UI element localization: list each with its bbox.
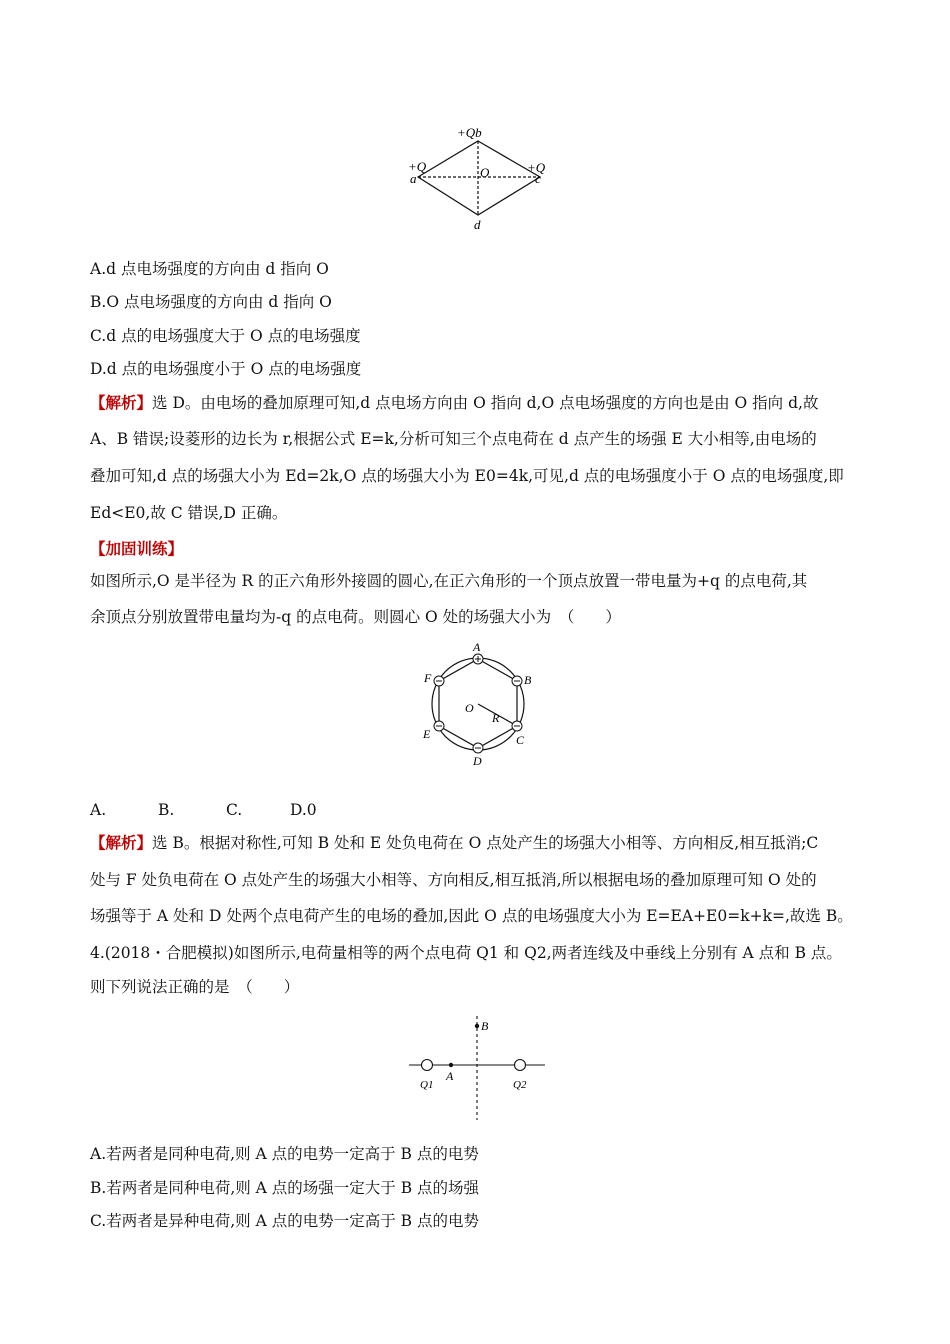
point-b <box>475 1024 479 1028</box>
analysis-1-line-3: 叠加可知,d 点的场强大小为 Ed=2k,O 点的场强大小为 E0=4k,可见,d 点的电场强度小于 O 点的电场强度,即 <box>90 467 844 485</box>
reinforce-line-2: 余顶点分别放置带电量均为-q 的点电荷。则圆心 O 处的场强大小为 （ ） <box>90 608 621 626</box>
option-d: D.d 点的电场强度小于 O 点的电场强度 <box>90 360 362 378</box>
hexagon-figure <box>418 640 538 770</box>
label-point-b: B <box>481 1019 489 1033</box>
reinforce-heading <box>90 539 183 559</box>
reinforce-option-b: B. <box>158 801 175 819</box>
analysis-2-line-2: 处与 F 处负电荷在 O 点处产生的场强大小相等、方向相反,相互抵消,所以根据电场的叠加原理可知 O 处的 <box>90 871 817 889</box>
hexagon-shape <box>439 659 517 748</box>
analysis-1-line-1 <box>90 393 818 413</box>
charge-q2 <box>515 1060 526 1071</box>
analysis-2-line-3: 场强等于 A 处和 D 处两个点电荷产生的电场的叠加,因此 O 点的电场强度大小为 E=EA+E0=k+k=,故选 B。 <box>90 907 853 925</box>
label-q1: Q1 <box>420 1079 434 1091</box>
hex-label-b: B <box>524 673 532 687</box>
label-b: +Qb <box>457 125 482 140</box>
option-a: A.d 点电场强度的方向由 d 指向 O <box>90 260 329 278</box>
label-c: c <box>535 171 541 186</box>
q4-option-b: B.若两者是同种电荷,则 A 点的场强一定大于 B 点的场强 <box>90 1179 480 1197</box>
rhombus-shape <box>418 141 540 215</box>
hex-label-o: O <box>465 701 474 715</box>
rhombus-figure <box>400 125 560 235</box>
hex-label-e: E <box>423 727 431 741</box>
reinforce-options <box>90 800 317 820</box>
reinforce-option-c: C. <box>226 801 243 819</box>
label-point-a: A <box>446 1069 454 1083</box>
option-b: B.O 点电场强度的方向由 d 指向 O <box>90 293 332 311</box>
label-o: O <box>480 165 490 180</box>
charge-q1 <box>422 1060 433 1071</box>
reinforce-line-1: 如图所示,O 是半径为 R 的正六角形外接圆的圆心,在正六角形的一个顶点放置一带电量为+q 的点电荷,其 <box>90 572 808 590</box>
hex-label-d: D <box>473 754 482 768</box>
analysis-1-text-1: 选 D。由电场的叠加原理可知,d 点电场方向由 O 指向 d,O 点电场强度的方向也是由 O 指向 d,故 <box>152 394 819 412</box>
analysis-1-line-4: Ed<E0,故 C 错误,D 正确。 <box>90 504 288 522</box>
q4-line-2: 则下列说法正确的是 （ ） <box>90 978 300 996</box>
label-a: a <box>410 171 417 186</box>
label-d: d <box>474 217 481 232</box>
two-charges-figure <box>405 1008 550 1123</box>
analysis-2-tag: 【解析】 <box>90 834 153 852</box>
option-c: C.d 点的电场强度大于 O 点的电场强度 <box>90 327 361 345</box>
label-a-charge: +Q <box>408 159 427 174</box>
label-c-charge: +Q <box>527 160 546 175</box>
analysis-tag: 【解析】 <box>90 394 153 412</box>
q4-line-1: 4.(2018・合肥模拟)如图所示,电荷量相等的两个点电荷 Q1 和 Q2,两者连线及中垂线上分别有 A 点和 B 点。 <box>90 944 842 962</box>
q4-option-c: C.若两者是异种电荷,则 A 点的电势一定高于 B 点的电势 <box>90 1212 479 1230</box>
q4-option-a: A.若两者是同种电荷,则 A 点的电势一定高于 B 点的电势 <box>90 1145 479 1163</box>
reinforce-option-a: A. <box>90 801 107 819</box>
hex-label-r: R <box>492 711 500 725</box>
analysis-1-line-2: A、B 错误;设菱形的边长为 r,根据公式 E=k,分析可知三个点电荷在 d 点产生的场强 E 大小相等,由电场的 <box>90 430 817 448</box>
analysis-2-line-1 <box>90 833 818 853</box>
analysis-2-text-1: 选 B。根据对称性,可知 B 处和 E 处负电荷在 O 点处产生的场强大小相等、方向相反,相互抵消;C <box>152 834 819 852</box>
label-q2: Q2 <box>513 1079 527 1091</box>
point-a <box>449 1063 453 1067</box>
hex-label-c: C <box>516 733 525 747</box>
hex-label-f: F <box>424 671 432 685</box>
hex-label-a: A <box>473 640 481 654</box>
circumcircle <box>432 658 524 750</box>
reinforce-tag: 【加固训练】 <box>90 540 184 558</box>
reinforce-option-d: D.0 <box>290 801 317 819</box>
